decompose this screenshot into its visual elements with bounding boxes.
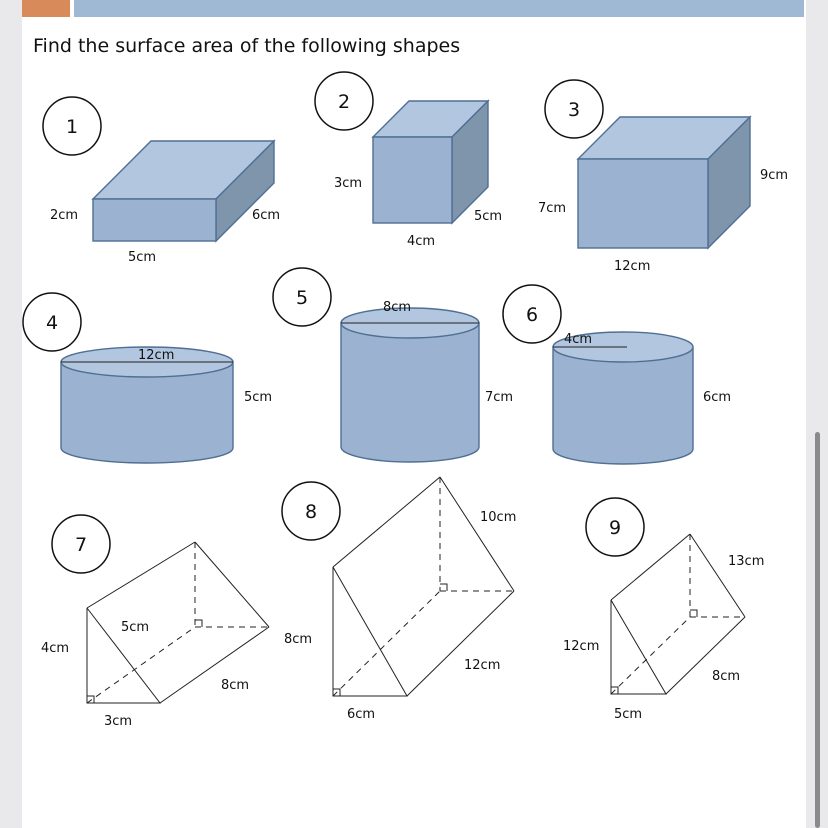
cuboid-front-face [373,137,452,223]
shape-number: 7 [74,534,88,556]
shape-6 [503,285,731,464]
dimension-label: 6cm [252,208,281,223]
dimension-label: 8cm [221,678,250,693]
right-angle-mark [195,620,202,627]
dimension-label: 6cm [347,707,376,722]
dimension-label: 5cm [474,209,503,224]
cuboid-front-face [93,199,216,241]
shape-3 [538,80,788,274]
dimension-label: 7cm [485,390,514,405]
shape-7 [41,515,269,729]
dimension-label: 10cm [480,510,517,525]
dimension-label: 8cm [284,632,313,647]
dimension-label: 12cm [464,658,501,673]
shape-4 [23,293,272,463]
prism-front-triangle [333,567,407,696]
dimension-label: 4cm [564,332,593,347]
dimension-label: 3cm [334,176,363,191]
dimension-label: 8cm [383,300,412,315]
prism-edge [690,534,745,617]
cylinder-body [553,347,693,464]
header-bar [74,0,804,17]
dimension-label: 12cm [138,348,175,363]
dimension-label: 4cm [407,234,436,249]
dimension-label: 12cm [614,259,651,274]
dimension-label: 5cm [128,250,157,265]
hidden-edge [333,591,440,696]
cylinder-body [341,323,479,462]
prism-edge [160,627,269,703]
shape-number: 2 [337,91,351,113]
shape-9 [563,498,764,722]
right-angle-mark [690,610,697,617]
shape-number: 4 [45,312,59,334]
dimension-label: 4cm [41,641,70,656]
page-title: Find the surface area of the following shapes [33,35,461,57]
prism-edge [440,477,517,591]
shape-5 [273,268,513,462]
dimension-label: 7cm [538,201,567,216]
dimension-label: 6cm [703,390,732,405]
dimension-label: 13cm [728,554,765,569]
dimension-label: 5cm [614,707,643,722]
prism-edge [333,477,440,567]
prism-edge [195,542,269,627]
shape-number: 5 [295,287,309,309]
hidden-edge [87,627,195,703]
dimension-label: 8cm [712,669,741,684]
dimension-label: 9cm [760,168,789,183]
scrollbar-thumb[interactable] [815,432,820,828]
shape-8 [282,477,516,722]
right-angle-mark [440,584,447,591]
dimension-label: 3cm [104,714,133,729]
prism-edge [407,591,514,696]
shape-number: 8 [304,501,318,523]
shape-number: 6 [525,304,539,326]
header-accent-block [22,0,70,17]
cuboid-front-face [578,159,708,248]
shape-number: 9 [608,517,622,539]
shape-number: 3 [567,99,581,121]
prism-front-triangle [611,600,666,694]
shape-2 [315,72,502,249]
shape-1 [43,97,280,265]
dimension-label: 2cm [50,208,79,223]
dimension-label: 12cm [563,639,600,654]
dimension-label: 5cm [244,390,273,405]
shape-number: 1 [65,116,79,138]
dimension-label: 5cm [121,620,150,635]
